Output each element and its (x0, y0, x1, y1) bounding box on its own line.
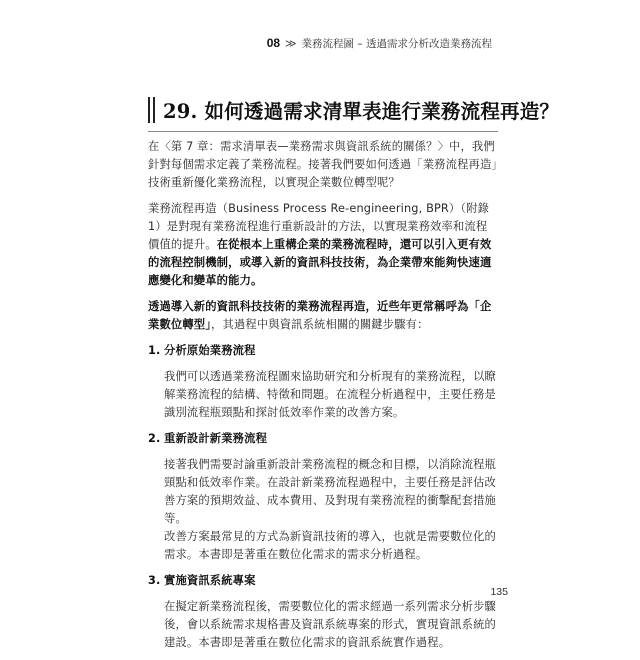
list-item-title: 分析原始業務流程 (164, 344, 256, 357)
section-heading (148, 96, 560, 124)
chapter-number: 08 (266, 36, 281, 50)
page-number: 135 (490, 586, 508, 598)
paragraph-bpr (148, 200, 498, 290)
list-item-heading (148, 572, 498, 590)
list-item-body (164, 456, 498, 564)
list-item-heading (148, 342, 498, 360)
list-item (148, 572, 498, 652)
paragraph-bpr-emphasis: 在從根本上重構企業的業務流程時，還可以引入更有效的流程控制機制，或導入新的資訊科技技術，為企業帶來能夠快速適應變化和變革的能力。 (148, 238, 492, 287)
list-item (148, 342, 498, 422)
body-text (148, 138, 498, 660)
chapter-title: 業務流程圖 – 透過需求分析改造業務流程 (301, 38, 492, 50)
list-item-body (164, 368, 498, 422)
list-item-number: 1. (148, 344, 161, 357)
heading-divider (148, 131, 498, 132)
list-item-body (164, 598, 498, 652)
list-item-number: 3. (148, 574, 161, 587)
paragraph-bpr-text: 業務流程再造（Business Process Re-engineering, BPR）（附錄 1）是對現有業務流程進行重新設計的方法，以實現業務效率和流程價值的提升。 (148, 202, 490, 251)
list-item-heading (148, 430, 498, 448)
list-item (148, 430, 498, 564)
list-item-title: 實施資訊系統專案 (164, 574, 256, 587)
section-title: 29. 如何透過需求清單表進行業務流程再造？ (163, 100, 560, 123)
double-chevron-icon: ≫ (285, 37, 297, 50)
paragraph-steps-intro (148, 298, 498, 334)
paragraph-steps-emphasis: 透過導入新的資訊科技技術的業務流程再造，近些年更常稱呼為「企業數位轉型」 (148, 300, 492, 331)
list-item-paragraph: 接著我們需要討論重新設計業務流程的概念和目標，以消除流程瓶頸點和低效率作業。在設計新業務流程過程中，主要任務是評估改善方案的預期效益、成本費用、及對現有業務流程的衝擊配套措施等。 (164, 458, 496, 525)
paragraph-intro: 在〈第 7 章：需求清單表—業務需求與資訊系統的關係？〉中，我們針對每個需求定義了業務流程。接著我們要如何透過「業務流程再造」技術重新優化業務流程，以實現企業數位轉型呢？ (148, 140, 498, 189)
running-header (267, 36, 492, 51)
heading-bars-icon (148, 97, 155, 123)
list-item-paragraph: 我們可以透過業務流程圖來協助研究和分析現有的業務流程，以瞭解業務流程的結構、特徵和問題。在流程分析過程中，主要任務是識別流程瓶頸點和探討低效率作業的改善方案。 (164, 370, 496, 419)
list-item-paragraph: 在擬定新業務流程後，需要數位化的需求經過一系列需求分析步驟後，會以系統需求規格書及資訊系統專案的形式，實現資訊系統的建設。本書即是著重在數位化需求的資訊系統實作過程。 (164, 600, 496, 649)
paragraph-steps-text: ，其過程中與資訊系統相關的關鍵步驟有： (211, 318, 429, 331)
list-item-paragraph: 改善方案最常見的方式為新資訊技術的導入，也就是需要數位化的需求。本書即是著重在數位化需求的需求分析過程。 (164, 530, 496, 561)
list-item-number: 2. (148, 432, 161, 445)
list-item-title: 重新設計新業務流程 (164, 432, 268, 445)
